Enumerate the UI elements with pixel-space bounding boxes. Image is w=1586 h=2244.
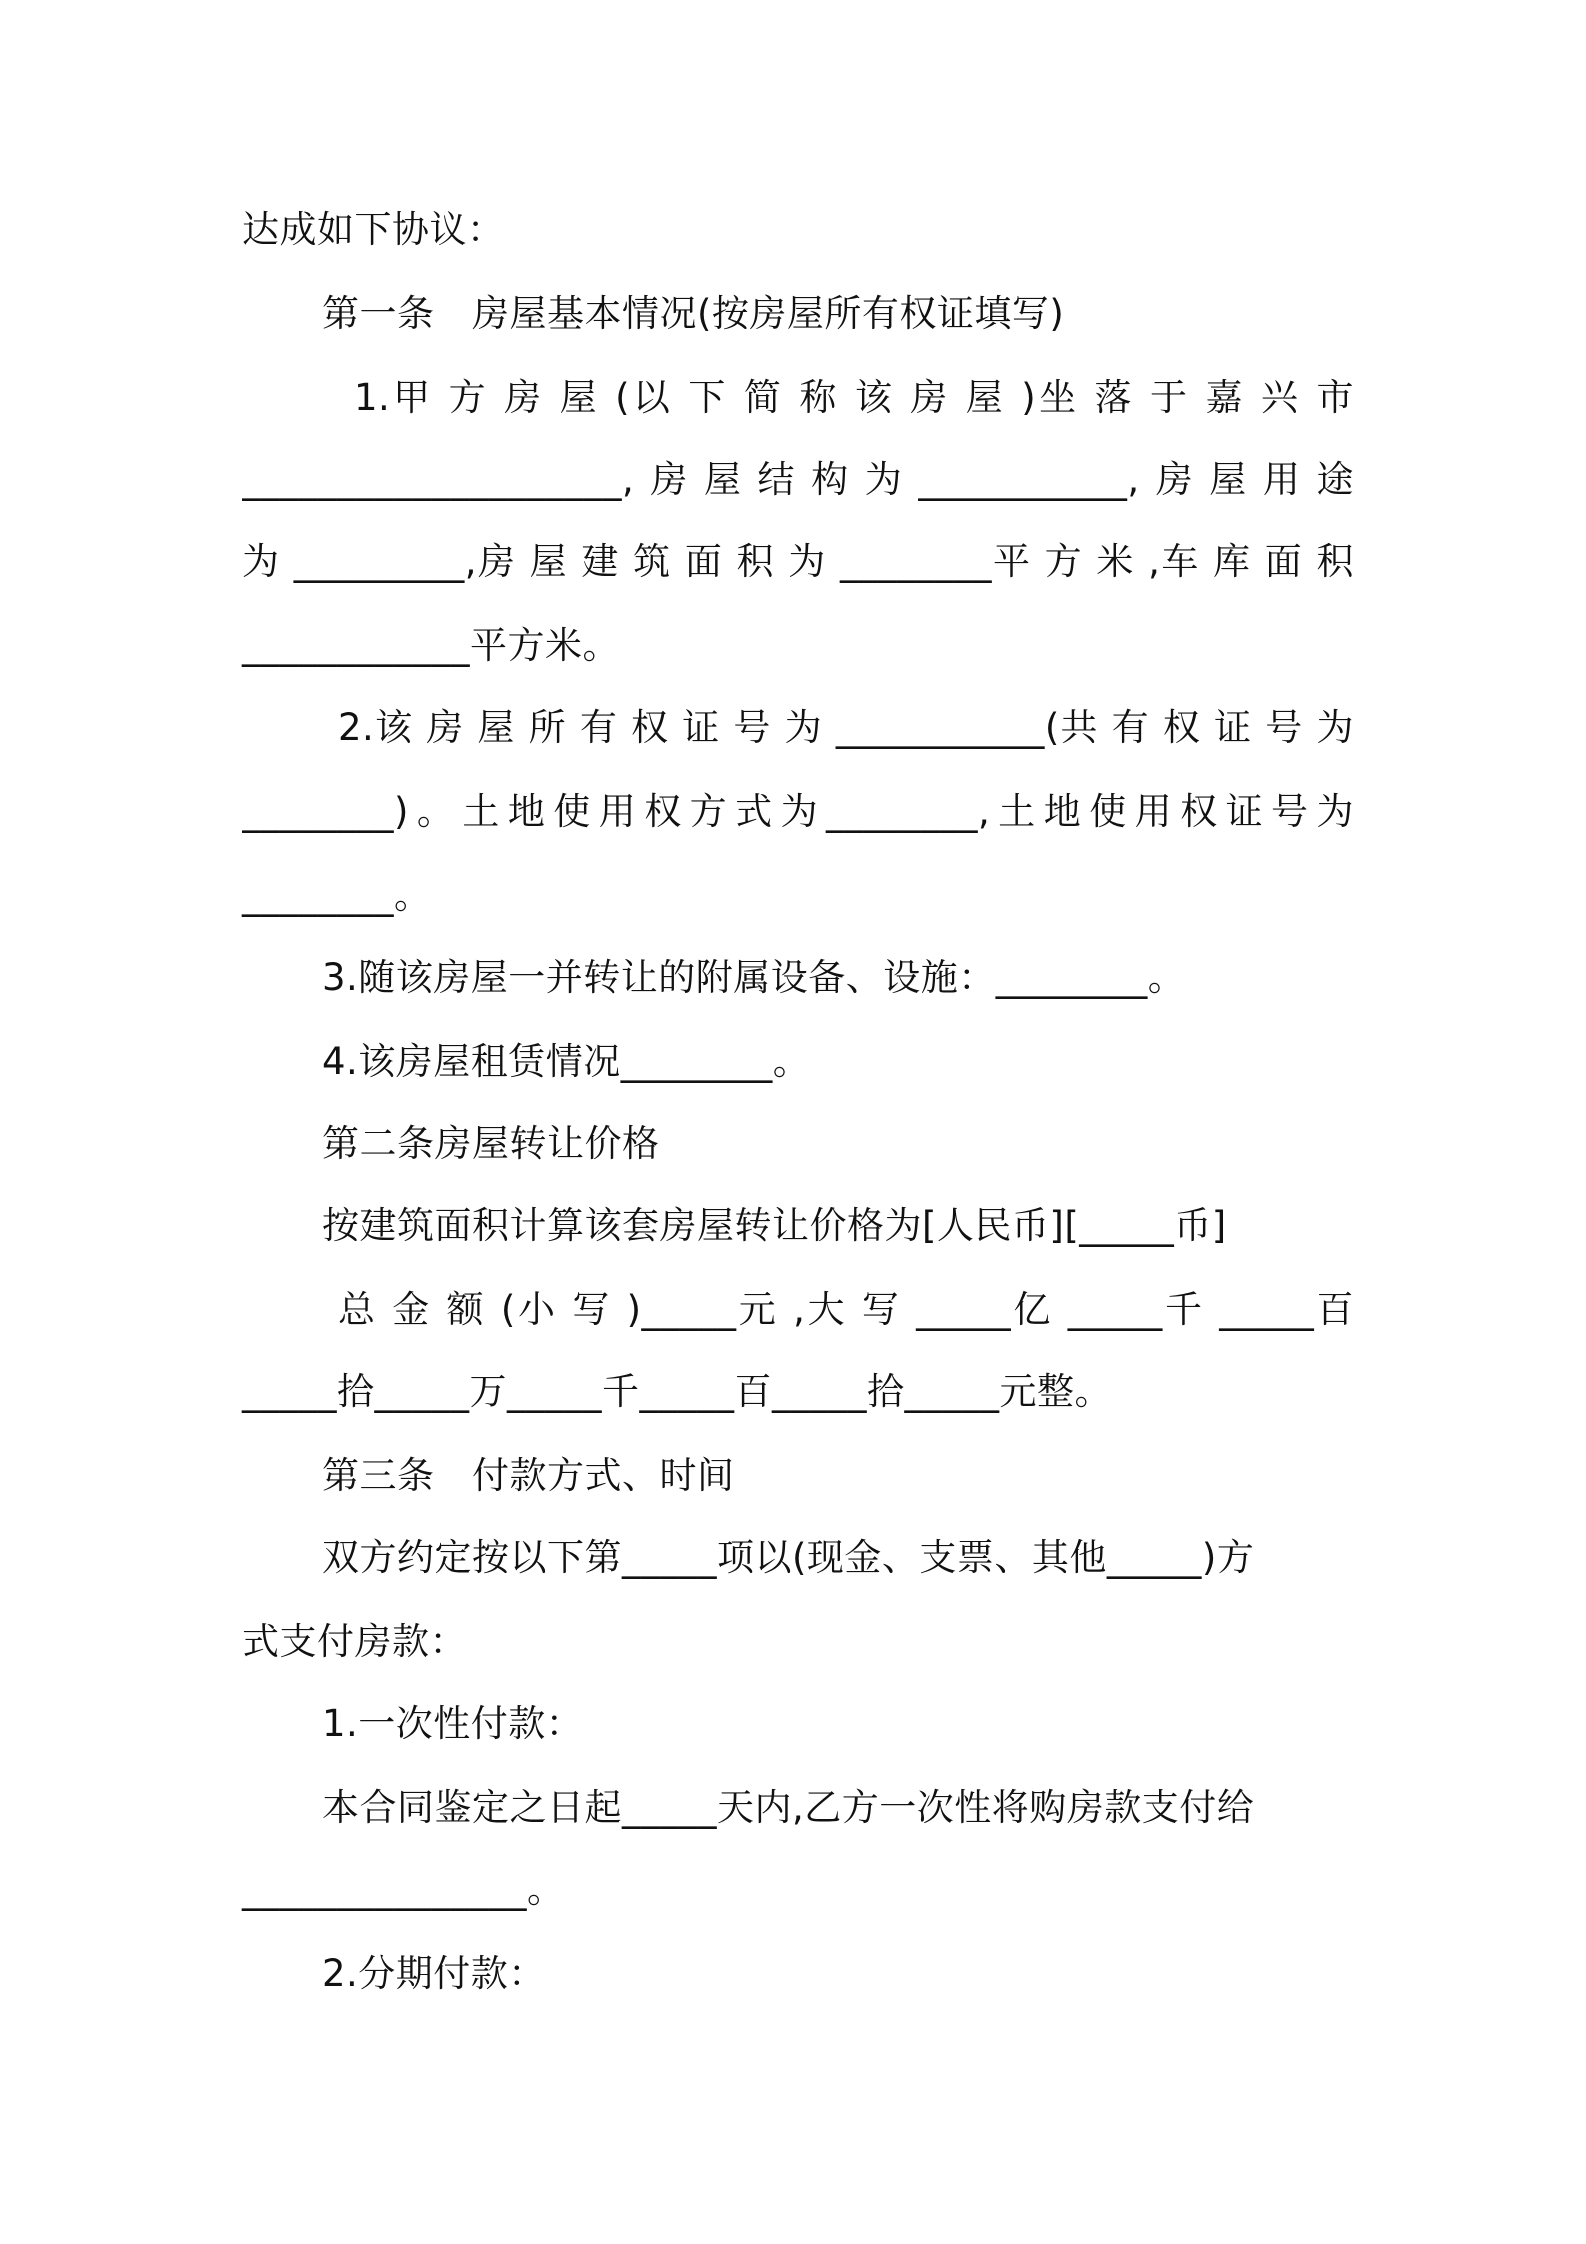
article-1-clause-2-line-2: ________)。土地使用权方式为________,土地使用权证号为 [242, 790, 1354, 833]
article-1-clause-4: 4.该房屋租赁情况________。 [322, 1040, 811, 1083]
article-3-option-1-heading: 1.一次性付款： [322, 1702, 584, 1745]
article-1-heading: 第一条 房屋基本情况(按房屋所有权证填写) [322, 292, 1065, 335]
article-2-total-line-2: _____拾_____万_____千_____百_____拾_____元整。 [242, 1370, 1112, 1413]
article-3-method-line-1: 双方约定按以下第_____项以(现金、支票、其他_____)方 [322, 1536, 1255, 1579]
article-1-clause-2-line-1: 2.该 房 屋 所 有 权 证 号 为 ___________(共 有 权 证 号 为 [338, 706, 1354, 749]
article-2-heading: 第二条房屋转让价格 [322, 1122, 660, 1165]
article-2-price-line: 按建筑面积计算该套房屋转让价格为[人民币][_____币] [322, 1204, 1227, 1247]
article-3-method-line-2: 式支付房款： [242, 1620, 467, 1663]
article-3-option-1-line-2: _______________。 [242, 1868, 565, 1911]
article-3-option-2-heading: 2.分期付款： [322, 1952, 546, 1995]
article-1-clause-2-line-3: ________。 [242, 874, 432, 917]
intro-line: 达成如下协议： [242, 208, 505, 251]
article-1-clause-3: 3.随该房屋一并转让的附属设备、设施：________。 [322, 956, 1186, 999]
article-2-total-line-1: 总 金 额 (小 写 )_____元 ,大 写 _____亿 _____千 _____百 [338, 1288, 1354, 1331]
article-1-clause-1-line-1: 1.甲 方 房 屋 (以 下 简 称 该 房 屋 )坐 落 于 嘉 兴 市 [354, 376, 1354, 419]
article-1-clause-1-line-3: 为 _________,房 屋 建 筑 面 积 为 ________平 方 米 ,车 库 面 积 [242, 540, 1354, 583]
article-3-option-1-line-1: 本合同鉴定之日起_____天内,乙方一次性将购房款支付给 [322, 1786, 1255, 1829]
article-3-heading: 第三条 付款方式、时间 [322, 1454, 735, 1497]
article-1-clause-1-line-2: ____________________,房屋结构为___________,房屋用途 [242, 458, 1354, 501]
article-1-clause-1-line-4: ____________平方米。 [242, 624, 620, 667]
